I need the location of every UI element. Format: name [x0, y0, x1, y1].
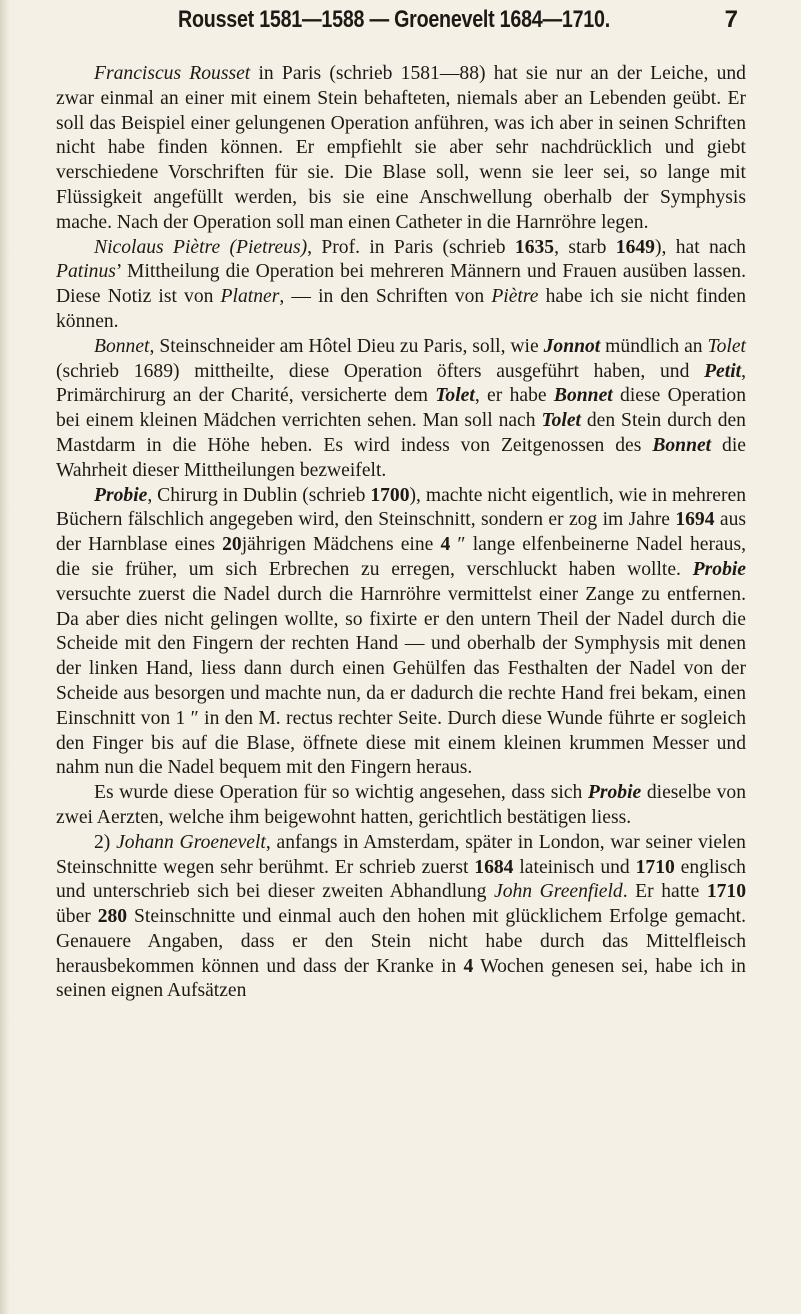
emphasis-text: Franciscus Rousset	[94, 63, 251, 84]
text-run: , — in den Schriften von	[279, 286, 492, 308]
text-run: ″ lange elfenbeinerne Nadel heraus, die sie früher, um sich Erbrechen zu erregen, verschluckt haben wollte.	[56, 534, 747, 580]
emphasis-text: Probie	[587, 782, 642, 804]
text-run: , er habe	[474, 385, 554, 407]
paragraph	[56, 62, 746, 236]
text-run: lateinisch und	[513, 856, 636, 878]
text-run: diese Operation bei einem kleinen Mädchen verrichten sehen. Man soll nach	[56, 385, 746, 432]
text-run: die Wahrheit dieser Mittheilungen bezweifelt.	[56, 434, 746, 481]
text-run: Es wurde diese Operation für so wichtig angesehen, dass sich	[94, 782, 588, 804]
text-run: , Prof. in Paris (schrieb	[307, 236, 515, 258]
emphasis-text: Bonnet	[553, 385, 613, 407]
paragraph	[56, 236, 746, 335]
page-number: 7	[724, 6, 738, 33]
text-run: dieselbe von zwei Aerzten, welche ihm beigewohnt hatten, gerichtlich bestätigen liess.	[56, 782, 746, 828]
text-run: ), hat nach	[654, 236, 746, 258]
text-run: jährigen Mädchens eine	[241, 534, 441, 556]
text-run: ’ Mittheilung die Operation bei mehreren Männern und Frauen ausüben lassen. Diese Notiz ist von	[56, 261, 746, 308]
emphasis-text: Petit	[704, 360, 742, 382]
emphasis-text: Tolet	[435, 385, 475, 407]
emphasis-text: 4	[440, 534, 451, 556]
emphasis-text: 1635	[514, 236, 555, 258]
emphasis-text: Platner	[220, 286, 280, 308]
emphasis-text: Patinus	[56, 261, 116, 283]
text-run: . Er hatte	[622, 881, 707, 903]
page-edge-shadow	[0, 0, 10, 1314]
body-text	[56, 62, 746, 1004]
text-run: , starb	[554, 236, 616, 258]
emphasis-text: Bonnet	[652, 434, 712, 456]
text-run: (schrieb 1689) mittheilte, diese Operation öfters ausgeführt haben, und	[56, 360, 705, 382]
emphasis-text: Nicolaus Piètre (Pietreus)	[94, 236, 308, 258]
running-head-title: Rousset 1581—1588 — Groenevelt 1684—1710.	[178, 6, 610, 33]
text-run: englisch und unterschrieb sich bei dieser zweiten Abhandlung	[56, 856, 746, 903]
emphasis-text: 280	[97, 906, 128, 928]
text-run: , anfangs in Amsterdam, später in London, war seiner vielen Steinschnitte wegen sehr berühmt. Er schrieb zuerst	[56, 831, 746, 878]
emphasis-text: 1700	[370, 484, 410, 506]
emphasis-text: Tolet	[541, 410, 581, 432]
text-run: , Chirurg in Dublin (schrieb	[147, 484, 371, 506]
text-run: 2)	[94, 831, 117, 853]
text-run: mündlich an	[600, 335, 708, 357]
emphasis-text: 1684	[474, 856, 514, 878]
book-page	[44, 0, 747, 1314]
text-run: den Stein durch den Mastdarm in die Höhe heben. Es wird indess von Zeitgenossen des	[56, 410, 746, 456]
emphasis-text: John Greenfield	[494, 881, 623, 903]
emphasis-text: Jonnot	[543, 335, 601, 357]
emphasis-text: 4	[463, 955, 474, 977]
text-run: Steinschnitte und einmal auch den hohen mit glücklichem Erfolge gemacht. Genauere Angaben, dass er den Stein nicht habe durch das Mittelfleisch herausbekommen können und dass der Kranke in	[56, 906, 746, 977]
text-run: Wochen genesen sei, habe ich in seinen eignen Aufsätzen	[56, 955, 746, 1002]
paragraph	[56, 831, 746, 1005]
text-run: aus der Harnblase eines	[56, 509, 746, 556]
text-run: habe ich sie nicht finden können.	[56, 286, 747, 332]
emphasis-text: 1649	[615, 236, 655, 258]
text-run: über	[56, 906, 98, 928]
emphasis-text: Probie	[692, 558, 746, 580]
text-run: , Primärchirurg an der Charité, versicherte dem	[56, 360, 746, 407]
emphasis-text: Bonnet	[94, 335, 150, 357]
emphasis-text: Tolet	[707, 335, 746, 357]
text-run: , Steinschneider am Hôtel Dieu zu Paris, soll, wie	[149, 335, 544, 357]
emphasis-text: 1710	[706, 881, 746, 903]
emphasis-text: 1710	[635, 856, 675, 878]
emphasis-text: Johann Groenevelt	[116, 831, 266, 853]
paragraph	[56, 484, 746, 782]
paragraph	[56, 781, 746, 831]
emphasis-text: 1694	[675, 509, 715, 531]
running-head	[44, 6, 744, 42]
emphasis-text: 20	[222, 534, 242, 556]
paragraph	[56, 335, 746, 484]
emphasis-text: Piètre	[491, 286, 539, 308]
text-run: versuchte zuerst die Nadel durch die Harnröhre vermittelst einer Zange zu entfernen. Da aber dies nicht gelingen wollte, so fixirte er den untern Theil der Nadel durch die Scheide mit den Fingern der rechten Hand — und oberhalb der Symphysis mit denen der linken Hand, liess dann durch einen Gehülfen das Festhalten der Nadel von der Scheide aus besorgen und machte nun, da er dadurch die rechte Hand frei bekam, einen Einschnitt von 1 ″ in den M. rectus rechter Seite. Durch diese Wunde führte er sogleich den Finger bis auf die Blase, öffnete diese mit einem kleinen krummen Messer und nahm nun die Nadel bequem mit den Fingern heraus.	[56, 583, 746, 779]
emphasis-text: Probie	[94, 484, 148, 506]
text-run: ), machte nicht eigentlich, wie in mehreren Büchern fälschlich angegeben wird, den Steinschnitt, sondern er zog im Jahre	[56, 484, 746, 531]
text-run: in Paris (schrieb 1581—88) hat sie nur an der Leiche, und zwar einmal an einer mit einem Stein behafteten, niemals aber an Lebenden geübt. Er soll das Beispiel einer gelungenen Operation anführen, was ich aber in seinen Schriften nicht habe finden können. Er empfiehlt sie aber sehr nachdrücklich und giebt verschiedene Vorschriften für sie. Die Blase soll, wenn sie leer sei, so lange mit Flüssigkeit angefüllt werden, bis sie eine Anschwellung oberhalb der Symphysis mache. Nach der Operation soll man einen Catheter in die Harnröhre legen.	[56, 63, 746, 233]
